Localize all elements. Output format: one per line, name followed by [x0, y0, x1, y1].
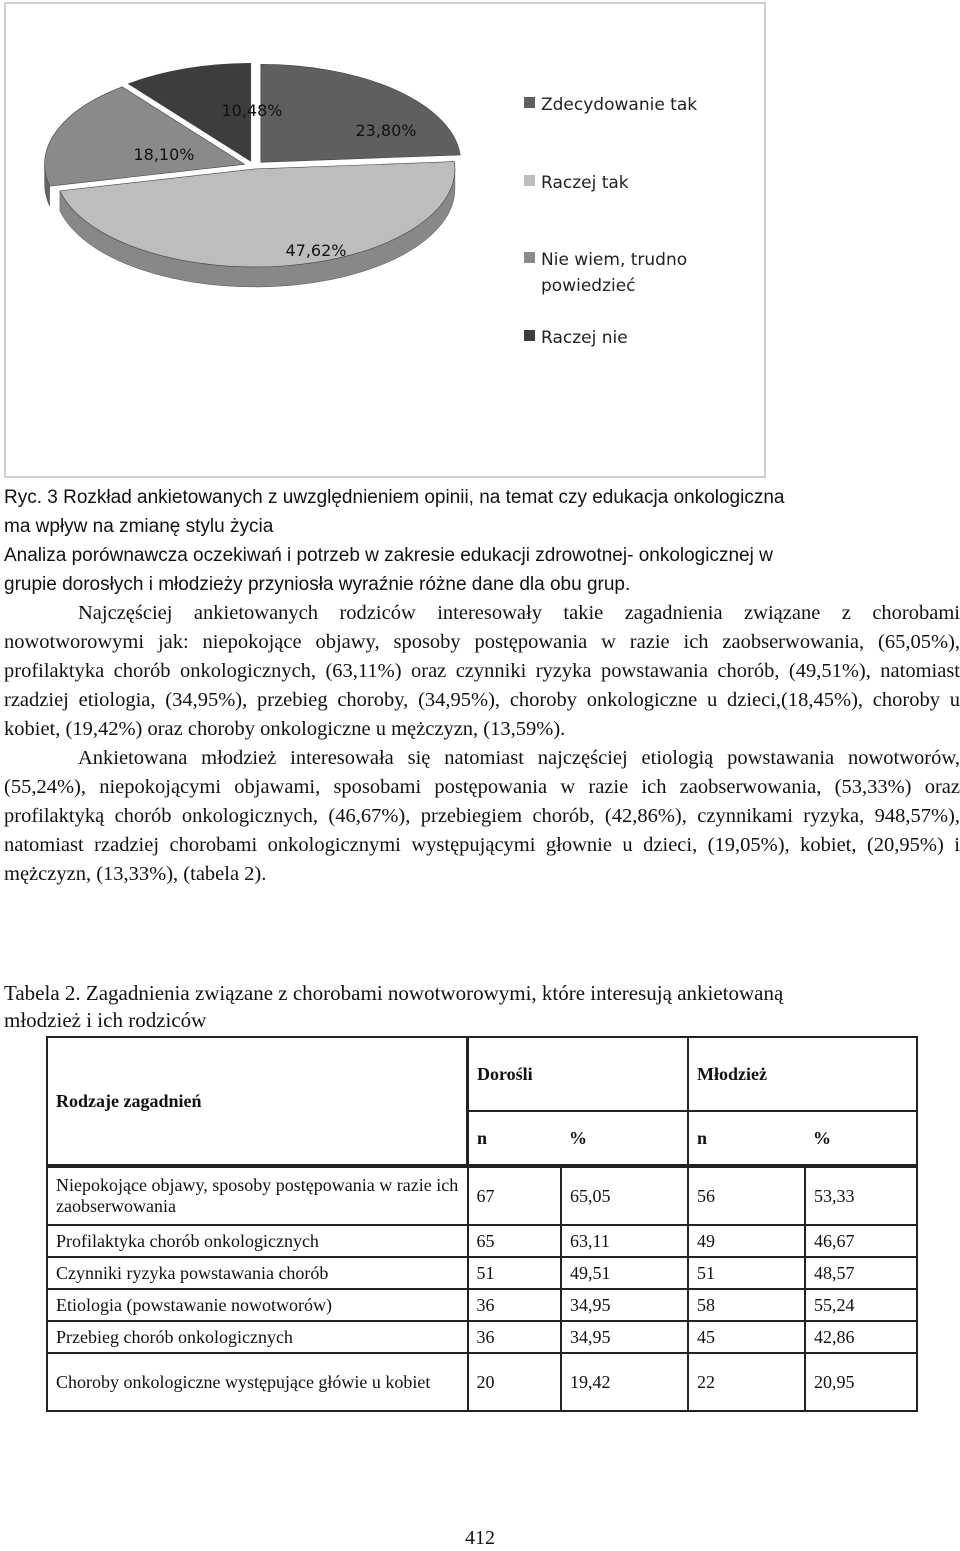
- legend-label: Zdecydowanie tak: [541, 95, 698, 115]
- pie-slice: [261, 64, 460, 162]
- row-label: Niepokojące objawy, sposoby postępowania w razie ich zaobserwowania: [47, 1166, 468, 1225]
- cell-value: 51: [688, 1257, 805, 1289]
- table-header-row: [47, 1037, 917, 1111]
- figure-caption-line: Ryc. 3 Rozkład ankietowanych z uwzględnieniem opinii, na temat czy edukacja onkologiczna: [4, 487, 785, 508]
- cell-value: 63,11: [561, 1225, 688, 1257]
- paragraph-parents: Najczęściej ankietowanych rodziców interesowały takie zagadnienia związane z chorobami nowotworowymi jak: niepokojące objawy, sposoby postępowania w razie ich zaobserwowania, (65,05%), profilaktyka chorób onkologicznych, (63,11%) oraz czynniki ryzyka powstawania chorób, (49,51%), natomiast rzadziej etiologia, (34,95%), przebieg choroby, (34,95%), choroby onkologiczne u dzieci,(18,45%), choroby u kobiet, (19,42%) oraz choroby onkologiczne u mężczyzn, (13,59%).: [4, 602, 960, 740]
- header-rodzaje-zagadnien: Rodzaje zagadnień: [47, 1037, 468, 1166]
- row-label: Czynniki ryzyka powstawania chorób: [47, 1257, 468, 1289]
- cell-value: 34,95: [561, 1321, 688, 1353]
- paragraph-youth: Ankietowana młodzież interesowała się natomiast najczęściej etiologią powstawania nowotworów, (55,24%), niepokojącymi objawami, sposobami postępowania w razie ich zaobserwowania, (53,33%) oraz profilaktyką chorób onkologicznych, (46,67%), przebiegiem chorób, (42,86%), czynnikami ryzyka, 948,57%), natomiast rzadziej chorobami onkologicznymi występującymi głownie u dzieci, (19,05%), kobiet, (20,95%) i mężczyzn, (13,33%), (tabela 2).: [4, 747, 960, 885]
- cell-value: 45: [688, 1321, 805, 1353]
- row-label: Przebieg chorób onkologicznych: [47, 1321, 468, 1353]
- legend-swatch: [524, 175, 535, 186]
- cell-value: 19,42: [561, 1353, 688, 1411]
- page-number: 412: [465, 1527, 495, 1549]
- table-row: [47, 1166, 917, 1225]
- table-row: [47, 1321, 917, 1353]
- data-table: [46, 1036, 918, 1412]
- row-label: Profilaktyka chorób onkologicznych: [47, 1225, 468, 1257]
- pie-value-label: 10,48%: [221, 101, 283, 120]
- table-row: [47, 1225, 917, 1257]
- table-row: [47, 1353, 917, 1411]
- subheader-n: n: [468, 1111, 562, 1166]
- cell-value: 20,95: [805, 1353, 917, 1411]
- cell-value: 55,24: [805, 1289, 917, 1321]
- legend-swatch: [524, 97, 535, 108]
- table-caption-line: młodzież i ich rodziców: [4, 1008, 207, 1032]
- cell-value: 36: [468, 1289, 562, 1321]
- row-label: Etiologia (powstawanie nowotworów): [47, 1289, 468, 1321]
- cell-value: 34,95: [561, 1289, 688, 1321]
- legend-label: Nie wiem, trudno powiedzieć: [541, 250, 688, 296]
- analysis-intro: [4, 541, 960, 599]
- pie-chart: [6, 4, 764, 476]
- cell-value: 49: [688, 1225, 805, 1257]
- legend-label: Raczej tak: [541, 173, 629, 193]
- subheader-percent: %: [561, 1111, 688, 1166]
- header-dorosli: Dorośli: [468, 1037, 689, 1111]
- header-mlodziez: Młodzież: [688, 1037, 917, 1111]
- pie-value-label: 23,80%: [355, 121, 417, 140]
- cell-value: 36: [468, 1321, 562, 1353]
- cell-value: 46,67: [805, 1225, 917, 1257]
- legend-swatch: [524, 330, 535, 341]
- table-row: [47, 1289, 917, 1321]
- cell-value: 65: [468, 1225, 562, 1257]
- cell-value: 48,57: [805, 1257, 917, 1289]
- body-text: [4, 599, 960, 889]
- table-row: [47, 1257, 917, 1289]
- legend-label: Raczej nie: [541, 328, 628, 348]
- cell-value: 67: [468, 1166, 562, 1225]
- cell-value: 20: [468, 1353, 562, 1411]
- cell-value: 22: [688, 1353, 805, 1411]
- pie-value-label: 18,10%: [133, 145, 195, 164]
- row-label: Choroby onkologiczne występujące główie u kobiet: [47, 1353, 468, 1411]
- subheader-n: n: [688, 1111, 805, 1166]
- cell-value: 53,33: [805, 1166, 917, 1225]
- subheader-percent: %: [805, 1111, 917, 1166]
- analysis-intro-line: Analiza porównawcza oczekiwań i potrzeb w zakresie edukacji zdrowotnej- onkologicznej w: [4, 545, 773, 566]
- cell-value: 51: [468, 1257, 562, 1289]
- pie-chart-frame: [4, 2, 766, 478]
- analysis-intro-line: grupie dorosłych i młodzieży przyniosła wyraźnie różne dane dla obu grup.: [4, 574, 631, 595]
- legend-swatch: [524, 252, 535, 263]
- cell-value: 58: [688, 1289, 805, 1321]
- table-caption-line: Tabela 2. Zagadnienia związane z chorobami nowotworowymi, które interesują ankietowaną: [4, 981, 784, 1005]
- cell-value: 49,51: [561, 1257, 688, 1289]
- pie-value-label: 47,62%: [285, 241, 347, 260]
- cell-value: 42,86: [805, 1321, 917, 1353]
- cell-value: 65,05: [561, 1166, 688, 1225]
- figure-caption-line: ma wpływ na zmianę stylu życia: [4, 516, 274, 537]
- figure-caption: [4, 483, 960, 541]
- cell-value: 56: [688, 1166, 805, 1225]
- table-caption: [4, 980, 960, 1034]
